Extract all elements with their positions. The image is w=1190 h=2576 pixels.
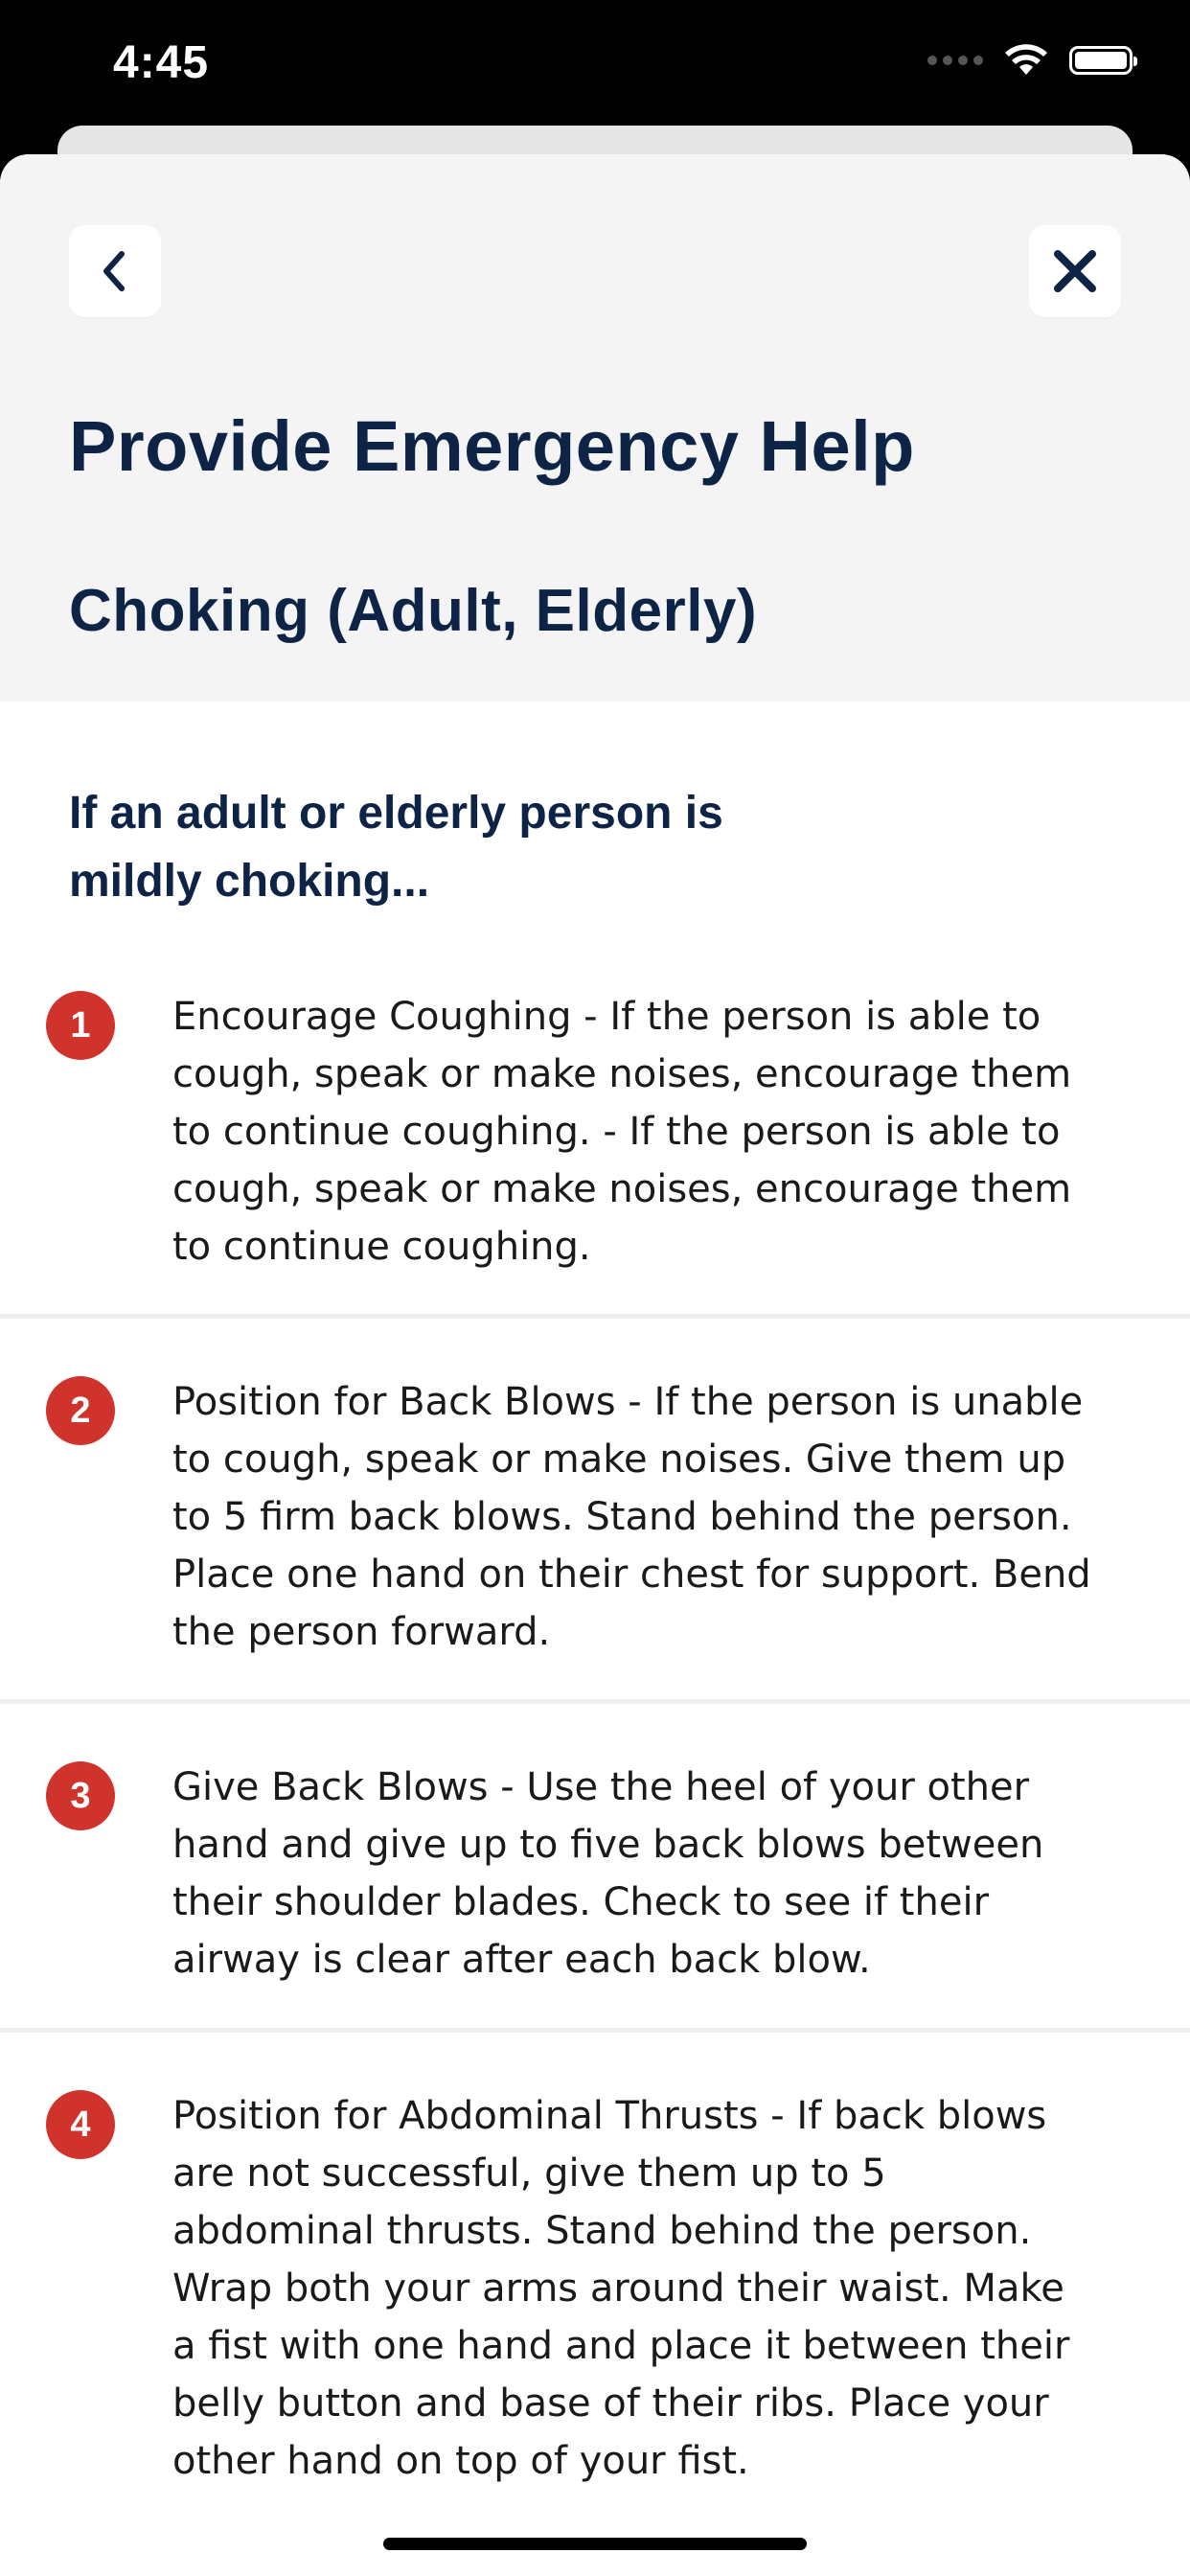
step-item [0, 2033, 1190, 2576]
step-number-badge: 2 [46, 1376, 115, 1445]
emergency-help-sheet [0, 154, 1190, 2576]
step-text: Position for Back Blows - If the person is unable to cough, speak or make noises. Give them up to 5 firm back blows. Stand behind the person. Place one hand on their chest for support. Bend the person forward. [172, 1380, 1091, 1654]
steps-list [0, 924, 1190, 2576]
step-item [0, 924, 1190, 1319]
battery-icon [1069, 46, 1133, 75]
home-indicator[interactable] [383, 2538, 807, 2550]
status-icons [927, 44, 1133, 77]
step-item [0, 1704, 1190, 2033]
step-number-badge: 4 [46, 2090, 115, 2159]
close-button[interactable] [1029, 225, 1121, 317]
cellular-signal-icon [927, 56, 983, 65]
step-text: Position for Abdominal Thrusts - If back blows are not successful, give them up to 5 abdominal thrusts. Stand behind the person. Wrap both your arms around their waist. Make a fist with one hand and place it between their belly button and base of their ribs. Place your other hand on top of your fist. [172, 2094, 1070, 2483]
section-title: Choking (Adult, Elderly) [69, 578, 758, 644]
step-number-badge: 3 [46, 1761, 115, 1830]
page-title: Provide Emergency Help [69, 406, 915, 486]
back-button[interactable] [69, 225, 161, 317]
status-time: 4:45 [113, 37, 210, 88]
intro-text [0, 702, 1190, 924]
close-icon [1052, 248, 1098, 294]
step-item [0, 1319, 1190, 1704]
status-bar [0, 0, 1190, 125]
chevron-left-icon [96, 248, 134, 294]
header [0, 154, 1190, 702]
step-text: Give Back Blows - Use the heel of your other hand and give up to five back blows between their shoulder blades. Check to see if their airway is clear after each back blow. [172, 1765, 1044, 1982]
wifi-icon [1004, 44, 1048, 77]
step-number-badge: 1 [46, 991, 115, 1060]
intro-label: If an adult or elderly person is mildly choking... [69, 788, 723, 907]
step-text: Encourage Coughing - If the person is able to cough, speak or make noises, encourage them to continue coughing. - If the person is able to cough, speak or make noises, encourage them to continue coughing. [172, 995, 1072, 1269]
